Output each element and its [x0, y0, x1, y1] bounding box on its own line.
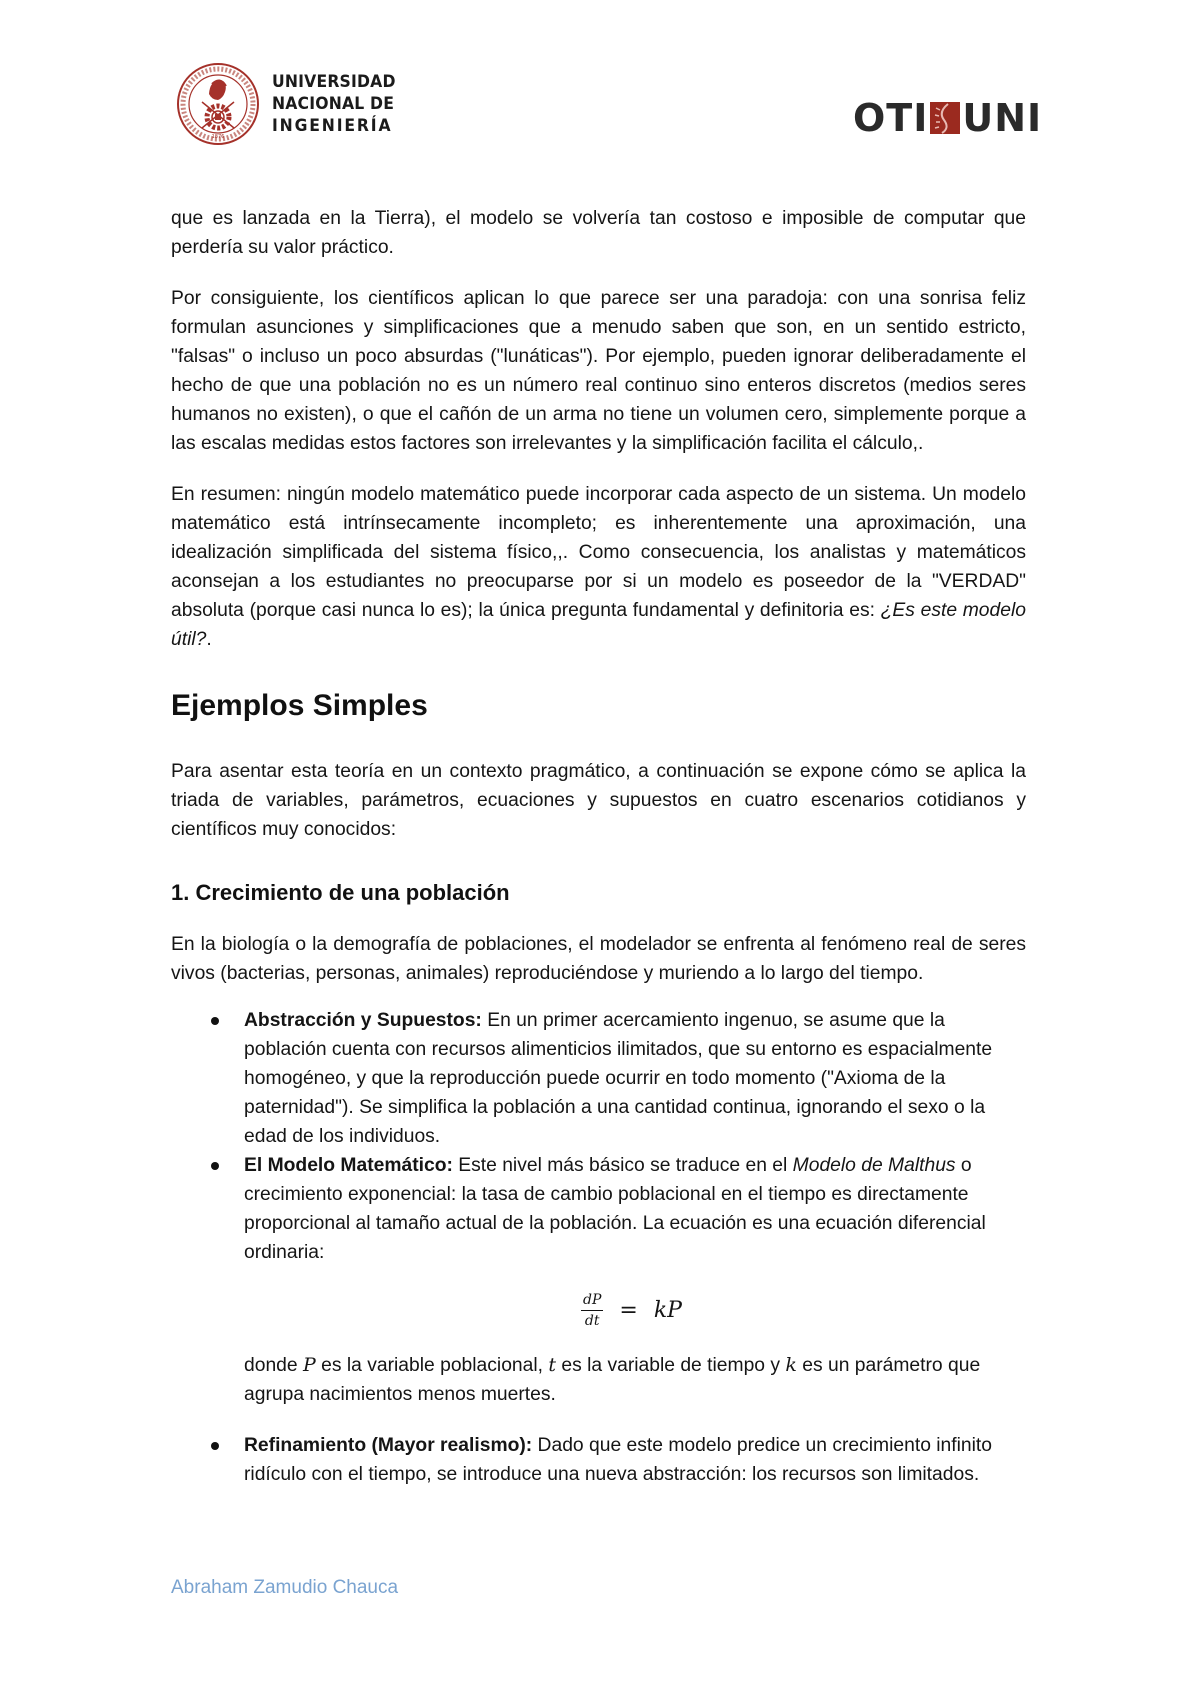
bullet-label: El Modelo Matemático:	[244, 1155, 453, 1176]
variable-t: t	[548, 1354, 557, 1376]
svg-text:1876: 1876	[211, 134, 225, 140]
university-seal-icon	[176, 62, 260, 146]
oti-logo-mark-icon	[930, 102, 960, 134]
explanation-text: es la variable poblacional,	[315, 1355, 549, 1376]
summary-text: En resumen: ningún modelo matemático puede incorporar cada aspecto de un sistema. Un modelo matemático está intrínsecamente incompleto; es inherentemente una aproximación, una idealización simplificada del sistema físico,,. Como consecuencia, los analistas y matemáticos aconsejan a los estudiantes no preocuparse por si un modelo es poseedor de la "VERDAD" absoluta (porque casi nunca lo es); la única pregunta fundamental y definitoria es:	[171, 484, 1026, 621]
bullet-label: Abstracción y Supuestos:	[244, 1010, 482, 1031]
equation-numerator: dP	[581, 1292, 603, 1311]
bullet-text: Dado que este modelo predice un crecimiento infinito ridículo con el tiempo, se introduce una nueva abstracción: los recursos son limitados.	[244, 1435, 993, 1485]
bullet-list	[171, 1006, 1026, 1267]
explanation-text: es la variable de tiempo y	[556, 1355, 786, 1376]
explanation-text: donde	[244, 1355, 303, 1376]
malthus-equation	[171, 1285, 1026, 1335]
oti-logo-right-text: UNI	[962, 96, 1043, 140]
bullet-dot-icon	[211, 1017, 219, 1025]
bullet-dot-icon	[211, 1442, 219, 1450]
summary-question: ¿Es este modelo útil?	[171, 600, 1026, 650]
university-name-line-3: INGENIERÍA	[272, 116, 393, 136]
bullet-refinement	[171, 1431, 1026, 1489]
paragraph-summary	[171, 480, 1026, 654]
bullet-label: Refinamiento (Mayor realismo):	[244, 1435, 533, 1456]
oti-logo-left-text: OTI	[853, 96, 929, 140]
page-header	[0, 0, 1192, 170]
university-logo	[176, 62, 406, 146]
footer-author: Abraham Zamudio Chauca	[171, 1577, 399, 1598]
equation-fraction	[581, 1292, 603, 1329]
subsection-heading: 1. Crecimiento de una población	[171, 880, 510, 905]
variable-k: k	[785, 1354, 797, 1376]
summary-trailing: .	[206, 629, 212, 650]
equation-denominator: dt	[584, 1312, 600, 1329]
bullet-text-continued: o crecimiento exponencial: la tasa de cambio poblacional en el tiempo es directamente proporcional al tamaño actual de la población. La ecuación es una ecuación diferencial ordinaria:	[244, 1155, 986, 1263]
subsection-intro: En la biología o la demografía de poblaciones, el modelador se enfrenta al fenómeno real de seres vivos (bacterias, personas, animales) reproduciéndose y muriendo a lo largo del tiempo.	[171, 934, 1026, 984]
bullet-dot-icon	[211, 1162, 219, 1170]
university-name-line-1: UNIVERSIDAD	[272, 72, 396, 92]
bullet-list-continued	[171, 1431, 1026, 1489]
paragraph-continuation: que es lanzada en la Tierra), el modelo se volvería tan costoso e imposible de computar que perdería su valor práctico.	[171, 208, 1026, 258]
equation-equals: =	[619, 1297, 638, 1323]
equation-explanation	[171, 1351, 1026, 1409]
bullet-text: Este nivel más básico se traduce en el	[452, 1155, 793, 1176]
bullet-italic-term: Modelo de Malthus	[792, 1155, 956, 1176]
section-intro: Para asentar esta teoría en un contexto pragmático, a continuación se expone cómo se aplica la triada de variables, parámetros, ecuaciones y supuestos en cuatro escenarios cotidianos y científicos muy conocidos:	[171, 761, 1026, 840]
section-heading: Ejemplos Simples	[171, 689, 428, 722]
oti-uni-logo	[853, 96, 1043, 140]
university-name-line-2: NACIONAL DE	[272, 94, 395, 114]
university-name	[272, 71, 396, 137]
paragraph-simplifications: Por consiguiente, los científicos aplican lo que parece ser una paradoja: con una sonrisa feliz formulan asunciones y simplificaciones que a menudo saben que son, en un sentido estricto, "falsas" o incluso un poco absurdas ("lunáticas"). Por ejemplo, pueden ignorar deliberadamente el hecho de que una población no es un número real continuo sino enteros discretos (medios seres humanos no existen), o que el cañón de un arma no tiene un volumen cero, simplemente porque a las escalas medidas estos factores son irrelevantes y la simplificación facilita el cálculo,.	[171, 288, 1026, 454]
equation-rhs: kP	[653, 1297, 682, 1323]
bullet-math-model	[171, 1151, 1026, 1267]
bullet-abstraction	[171, 1006, 1026, 1151]
document-body	[171, 204, 1026, 1489]
variable-P: P	[302, 1354, 316, 1376]
bullet-text: En un primer acercamiento ingenuo, se asume que la población cuenta con recursos alimenticios ilimitados, que su entorno es espacialmente homogéneo, y que la reproducción puede ocurrir en todo momento ("Axioma de la paternidad"). Se simplifica la población a una cantidad continua, ignorando el sexo o la edad de los individuos.	[244, 1010, 993, 1147]
explanation-text: es un parámetro que agrupa nacimientos menos muertes.	[244, 1355, 981, 1405]
